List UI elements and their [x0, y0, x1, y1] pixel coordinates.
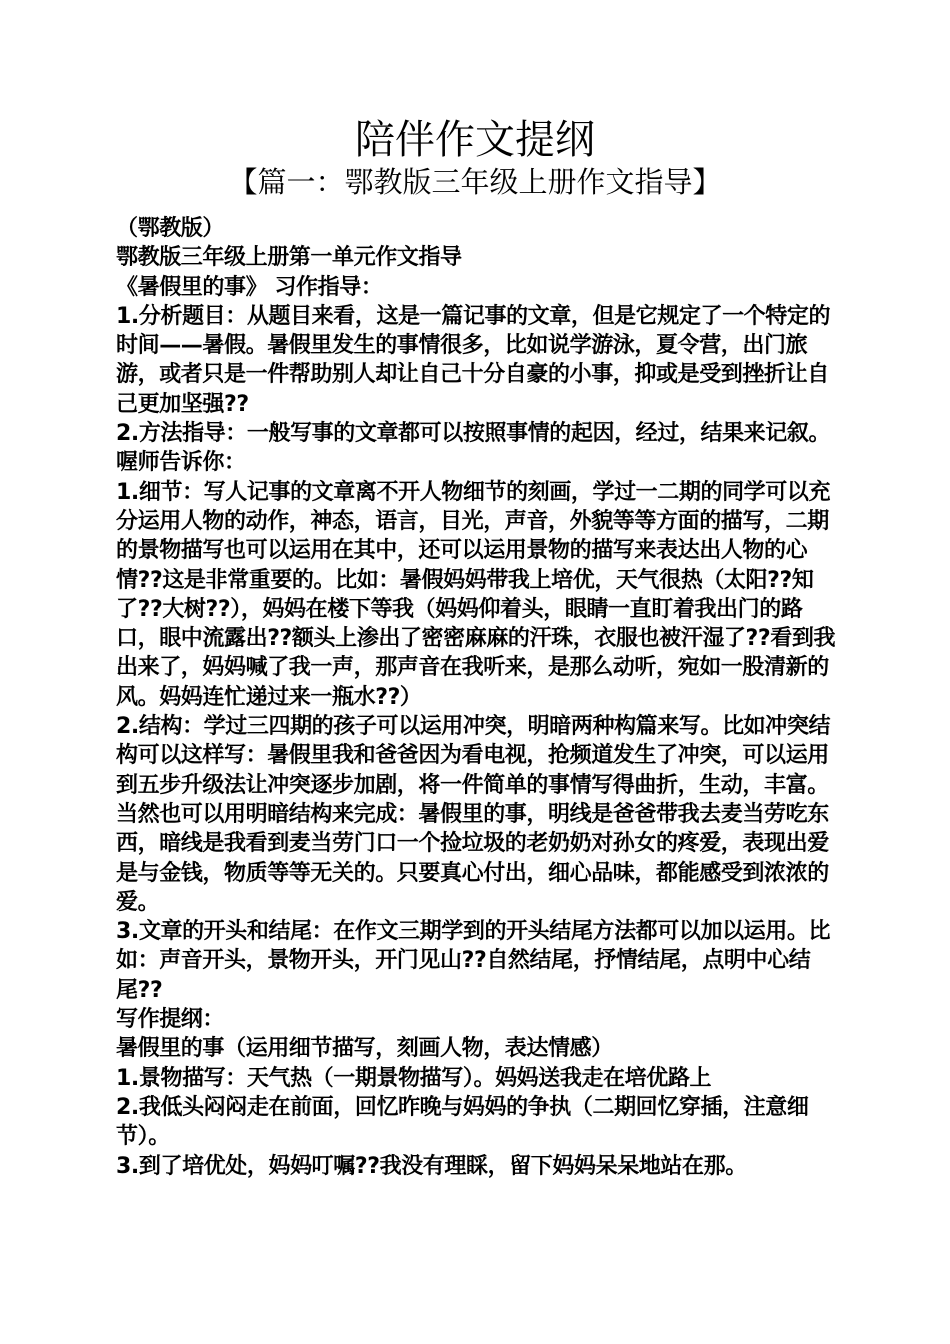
- paragraph-details: 1.细节：写人记事的文章离不开人物细节的刻画，学过一二期的同学可以充分运用人物的动作，神态，语言，目光，声音，外貌等等方面的描写，二期的景物描写也可以运用在其中，还可以运用景物的描写来表达出人物的心情??这是非常重要的。比如：暑假妈妈带我上培优，天气很热（太阳??知了??大树??），妈妈在楼下等我（妈妈仰着头，眼睛一直盯着我出门的路口，眼中流露出??额头上渗出了密密麻麻的汗珠，衣服也被汗湿了??看到我出来了，妈妈喊了我一声，那声音在我听来，是那么动听，宛如一股清新的风。妈妈连忙递过来一瓶水??）: [116, 479, 836, 710]
- paragraph-topic-analysis: 1.分析题目：从题目来看，这是一篇记事的文章，但是它规定了一个特定的时间——暑假。暑假里发生的事情很多，比如说学游泳，夏令营，出门旅游，或者只是一件帮助别人却让自己十分自豪的小事，抑或是受到挫折让自己更加坚强??: [116, 303, 831, 417]
- paragraph-outline-item-1: 1.景物描写：天气热（一期景物描写）。妈妈送我走在培优路上: [116, 1065, 712, 1091]
- paragraph-method-guide: 2.方法指导：一般写事的文章都可以按照事情的起因，经过，结果来记叙。: [116, 421, 831, 447]
- document-subtitle: 【篇一：鄂教版三年级上册作文指导】: [228, 165, 722, 199]
- paragraph-outline-item-3: 3.到了培优处，妈妈叮嘱??我没有理睬，留下妈妈呆呆地站在那。: [116, 1153, 747, 1179]
- paragraph-assignment-heading: 《暑假里的事》 习作指导：: [116, 274, 383, 300]
- paragraph-edition: （鄂教版）: [116, 216, 225, 241]
- paragraph-outline-heading: 写作提纲：: [116, 1007, 225, 1033]
- paragraph-light-dark-structure: 当然也可以用明暗结构来完成：暑假里的事，明线是爸爸带我去麦当劳吃东西，暗线是我看到麦当劳门口一个捡垃圾的老奶奶对孙女的疼爱，表现出爱是与金钱，物质等等无关的。只要真心付出，细心品味，都能感受到浓浓的爱。: [116, 801, 829, 915]
- paragraph-unit-heading: 鄂教版三年级上册第一单元作文指导: [116, 245, 462, 271]
- paragraph-teacher-tips-heading: 喔师告诉你：: [116, 450, 246, 476]
- document-body: [116, 214, 836, 1181]
- paragraph-outline-item-2: 2.我低头闷闷走在前面，回忆昨晚与妈妈的争执（二期回忆穿插，注意细节）。: [116, 1094, 809, 1150]
- paragraph-outline-title: 暑假里的事（运用细节描写，刻画人物，表达情感）: [116, 1036, 613, 1062]
- paragraph-structure: 2.结构：学过三四期的孩子可以运用冲突，明暗两种构篇来写。比如冲突结构可以这样写：暑假里我和爸爸因为看电视，抢频道发生了冲突，可以运用到五步升级法让冲突逐步加剧，将一件简单的事情写得曲折，生动，丰富。: [116, 714, 831, 798]
- paragraph-opening-ending: 3.文章的开头和结尾：在作文三期学到的开头结尾方法都可以加以运用。比如：声音开头，景物开头，开门见山??自然结尾，抒情结尾，点明中心结尾??: [116, 919, 831, 1003]
- document-title: 陪伴作文提纲: [355, 117, 595, 163]
